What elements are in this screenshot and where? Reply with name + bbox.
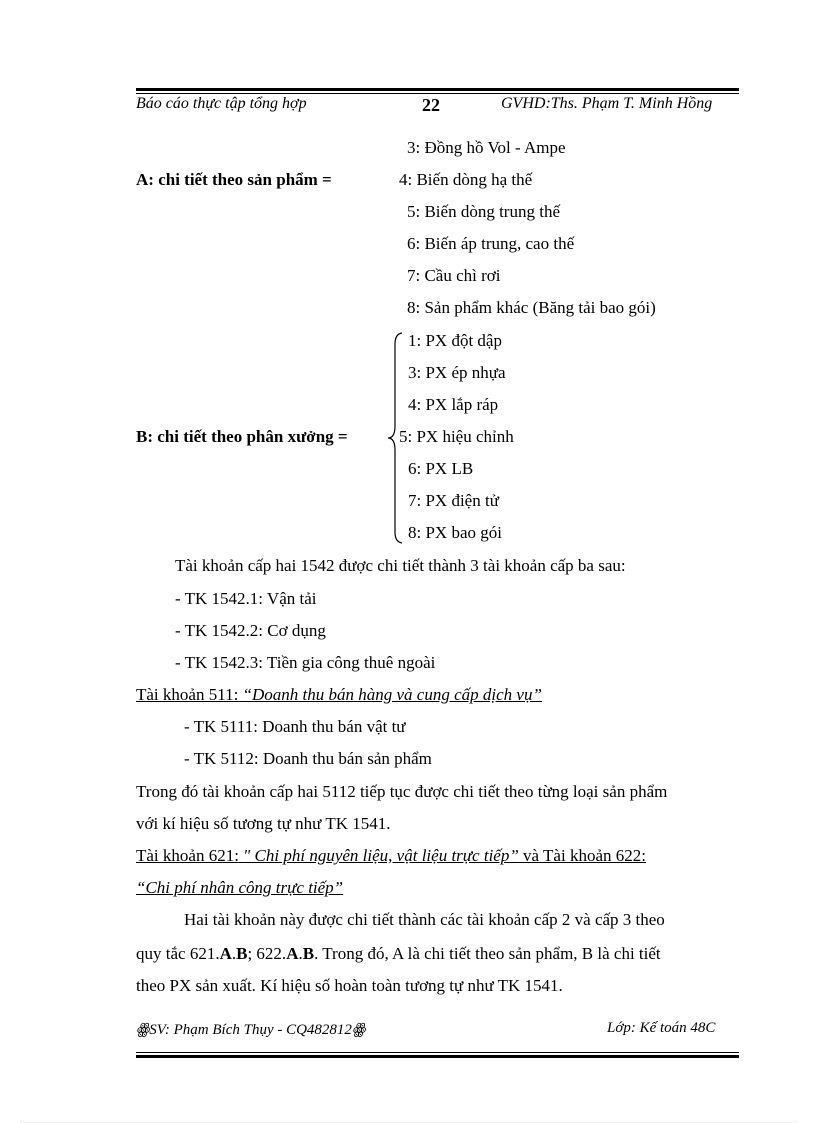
b-item-1: 1: PX đột dập: [408, 331, 502, 350]
tk621-para-line2: [136, 944, 661, 964]
rule-b1: B: [236, 944, 248, 963]
tk1542-item-1: - TK 1542.1: Vận tải: [175, 589, 317, 608]
rule-suffix: . Trong đó, A là chi tiết theo sản phẩm, B là chi tiết: [314, 944, 661, 963]
rule-sep: ; 622.: [247, 944, 287, 963]
b-item-3: 3: PX ép nhựa: [408, 363, 506, 382]
tk511-title: “Doanh thu bán hàng và cung cấp dịch vụ”: [242, 685, 542, 704]
tk621-title: " Chi phí nguyên liệu, vật liệu trực tiếp”: [243, 846, 519, 865]
footer-ornament-right: ꙮ: [351, 1022, 366, 1038]
rule-dot1: .: [231, 944, 237, 963]
b-item-8: 8: PX bao gói: [408, 523, 502, 542]
tk622-connector: và Tài khoản 622:: [523, 846, 646, 865]
tk1542-item-2: - TK 1542.2: Cơ dụng: [175, 621, 326, 640]
tk511-item-1: - TK 5111: Doanh thu bán vật tư: [184, 717, 406, 736]
rule-b2: B: [302, 944, 315, 963]
rule-a1: A: [219, 944, 232, 963]
section-b-label: B: chi tiết theo phân xưởng =: [136, 427, 348, 446]
a-item-5: 5: Biến dòng trung thế: [407, 202, 560, 221]
footer-rule-thick: [136, 1055, 739, 1058]
section-a-label: A: chi tiết theo sản phẩm =: [136, 170, 332, 189]
page-number: 22: [422, 95, 440, 115]
tk621-heading: [136, 846, 646, 866]
footer-right: Lớp: Kế toán 48C: [607, 1020, 716, 1036]
b-item-6: 6: PX LB: [408, 459, 474, 478]
a-item-3: 3: Đồng hồ Vol - Ampe: [407, 138, 566, 157]
b-item-5: 5: PX hiệu chỉnh: [399, 427, 514, 446]
footer-rule-thin: [136, 1052, 739, 1053]
b-item-4: 4: PX lắp ráp: [408, 395, 499, 414]
footer-left: [136, 1020, 365, 1039]
tk511-note-line1: Trong đó tài khoản cấp hai 5112 tiếp tục được chi tiết theo từng loại sản phẩm: [136, 782, 668, 801]
tk621-para-line3: theo PX sản xuất. Kí hiệu số hoàn toàn tương tự như TK 1541.: [136, 976, 563, 995]
tk511-label: Tài khoản 511:: [136, 685, 239, 704]
header-left: Báo cáo thực tập tổng hợp: [136, 95, 307, 112]
a-item-6: 6: Biến áp trung, cao thế: [407, 234, 575, 253]
a-item-4: 4: Biến dòng hạ thế: [399, 170, 533, 189]
tk511-item-2: - TK 5112: Doanh thu bán sản phẩm: [184, 749, 432, 768]
tk621-label: Tài khoản 621:: [136, 846, 239, 865]
tk622-title: “Chi phí nhân công trực tiếp”: [136, 878, 344, 897]
footer-student: SV: Phạm Bích Thụy - CQ482812: [149, 1022, 352, 1038]
b-item-7: 7: PX điện tử: [408, 491, 499, 510]
tk1542-item-3: - TK 1542.3: Tiền gia công thuê ngoài: [175, 653, 436, 672]
footer-ornament-left: ꙮ: [136, 1022, 150, 1038]
rule-dot2: .: [298, 944, 303, 963]
tk511-heading: [136, 685, 542, 705]
a-item-7: 7: Cầu chì rơi: [407, 266, 501, 285]
header-rule-thin: [136, 93, 739, 94]
tk511-note-line2: với kí hiệu số tương tự như TK 1541.: [136, 814, 391, 833]
tk1542-intro: Tài khoản cấp hai 1542 được chi tiết thành 3 tài khoản cấp ba sau:: [175, 556, 626, 575]
tk621-para-line1: Hai tài khoản này được chi tiết thành các tài khoản cấp 2 và cấp 3 theo: [184, 910, 665, 929]
a-item-8: 8: Sản phẩm khác (Băng tải bao gói): [407, 298, 656, 317]
header-rule-thick: [136, 88, 739, 91]
header-right: GVHD:Ths. Phạm T. Minh Hồng: [501, 95, 713, 112]
rule-a2: A: [286, 944, 299, 963]
rule-prefix: quy tắc 621.: [136, 944, 220, 963]
